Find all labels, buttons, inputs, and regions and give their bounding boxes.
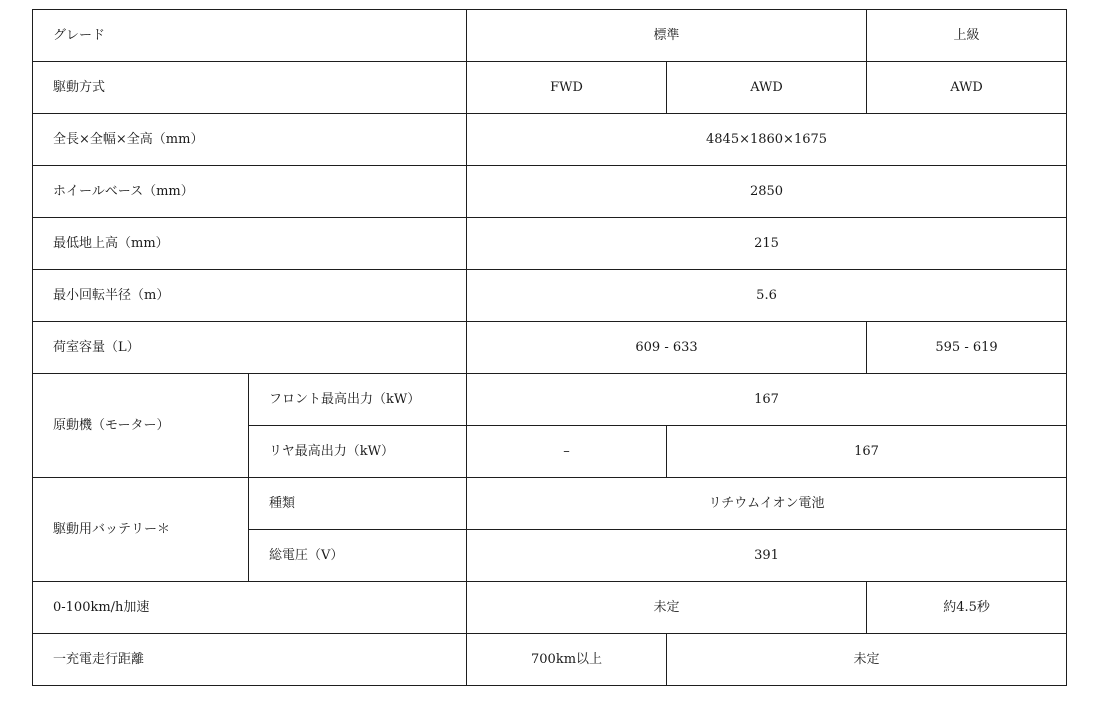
grade-standard: 標準 bbox=[467, 10, 867, 62]
grade-premium: 上級 bbox=[867, 10, 1067, 62]
row-range bbox=[33, 634, 1067, 686]
acceleration-standard: 未定 bbox=[467, 582, 867, 634]
row-motor-front bbox=[33, 374, 1067, 426]
range-label: 一充電走行距離 bbox=[33, 634, 467, 686]
row-drive bbox=[33, 62, 1067, 114]
motor-rear-awd: 167 bbox=[667, 426, 1067, 478]
drive-std-fwd: FWD bbox=[467, 62, 667, 114]
cargo-label: 荷室容量（L） bbox=[33, 322, 467, 374]
battery-type-value: リチウムイオン電池 bbox=[467, 478, 1067, 530]
row-acceleration bbox=[33, 582, 1067, 634]
row-cargo bbox=[33, 322, 1067, 374]
grade-label: グレード bbox=[33, 10, 467, 62]
battery-label: 駆動用バッテリー＊ bbox=[33, 478, 249, 582]
row-dimensions bbox=[33, 114, 1067, 166]
motor-rear-label: リヤ最高出力（kW） bbox=[249, 426, 467, 478]
range-awd: 未定 bbox=[667, 634, 1067, 686]
wheelbase-label: ホイールベース（mm） bbox=[33, 166, 467, 218]
spec-table bbox=[32, 9, 1067, 686]
cargo-premium: 595 - 619 bbox=[867, 322, 1067, 374]
turning-radius-value: 5.6 bbox=[467, 270, 1067, 322]
motor-front-label: フロント最高出力（kW） bbox=[249, 374, 467, 426]
cargo-standard: 609 - 633 bbox=[467, 322, 867, 374]
acceleration-label: 0-100km/h加速 bbox=[33, 582, 467, 634]
battery-voltage-label: 総電圧（V） bbox=[249, 530, 467, 582]
drive-premium-awd: AWD bbox=[867, 62, 1067, 114]
motor-label: 原動機（モーター） bbox=[33, 374, 249, 478]
motor-front-value: 167 bbox=[467, 374, 1067, 426]
dimensions-label: 全長×全幅×全高（mm） bbox=[33, 114, 467, 166]
row-battery-type bbox=[33, 478, 1067, 530]
motor-rear-std-fwd: – bbox=[467, 426, 667, 478]
ground-clearance-label: 最低地上高（mm） bbox=[33, 218, 467, 270]
turning-radius-label: 最小回転半径（m） bbox=[33, 270, 467, 322]
wheelbase-value: 2850 bbox=[467, 166, 1067, 218]
row-grade bbox=[33, 10, 1067, 62]
row-turning-radius bbox=[33, 270, 1067, 322]
drive-label: 駆動方式 bbox=[33, 62, 467, 114]
range-std-fwd: 700km以上 bbox=[467, 634, 667, 686]
battery-type-label: 種類 bbox=[249, 478, 467, 530]
dimensions-value: 4845×1860×1675 bbox=[467, 114, 1067, 166]
ground-clearance-value: 215 bbox=[467, 218, 1067, 270]
drive-std-awd: AWD bbox=[667, 62, 867, 114]
row-ground-clearance bbox=[33, 218, 1067, 270]
row-wheelbase bbox=[33, 166, 1067, 218]
battery-voltage-value: 391 bbox=[467, 530, 1067, 582]
acceleration-premium: 約4.5秒 bbox=[867, 582, 1067, 634]
